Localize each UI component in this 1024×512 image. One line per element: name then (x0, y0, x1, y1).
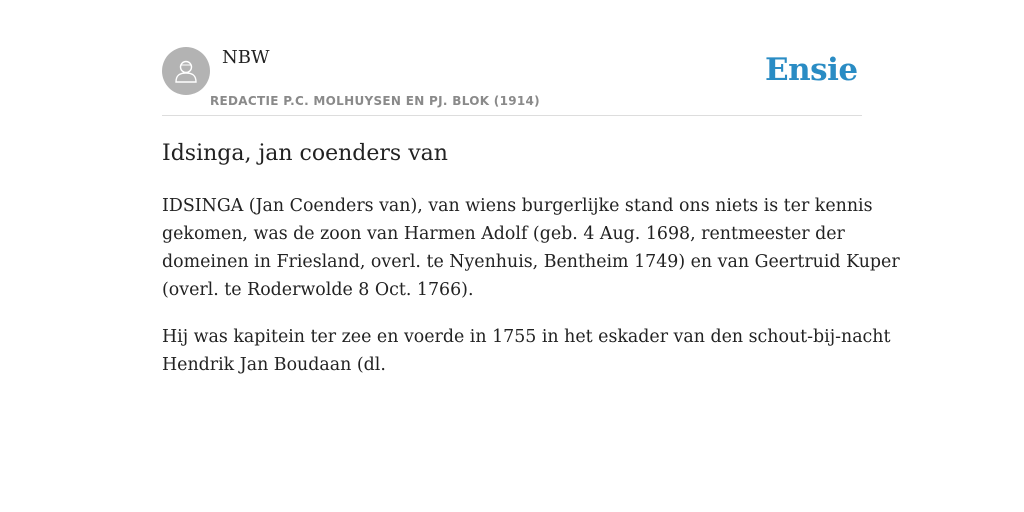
paragraph-line: (overl. te Roderwolde 8 Oct. 1766). (162, 280, 474, 300)
ensie-logo[interactable]: Ensie (765, 52, 858, 88)
paragraph-line: Hendrik Jan Boudaan (dl. (162, 355, 386, 375)
paragraph-line: IDSINGA (Jan Coenders van), van wiens burgerlijke stand ons niets is ter kennis (162, 196, 873, 216)
user-icon (171, 56, 201, 86)
paragraph-line: Hij was kapitein ter zee en voerde in 1755 in het eskader van den schout-bij-nacht (162, 327, 891, 347)
header-divider (162, 115, 862, 116)
paragraph-line: domeinen in Friesland, overl. te Nyenhuis, Bentheim 1749) en van Geertruid Kuper (162, 252, 900, 272)
article-body (162, 192, 900, 398)
author-avatar[interactable] (162, 47, 210, 95)
author-name[interactable]: NBW (222, 47, 270, 68)
author-subtitle: REDACTIE P.C. MOLHUYSEN EN PJ. BLOK (1914) (210, 94, 540, 108)
article-paragraph (162, 192, 900, 304)
paragraph-line: gekomen, was de zoon van Harmen Adolf (geb. 4 Aug. 1698, rentmeester der (162, 224, 845, 244)
article-title: Idsinga, jan coenders van (162, 141, 448, 166)
article-paragraph (162, 323, 891, 379)
